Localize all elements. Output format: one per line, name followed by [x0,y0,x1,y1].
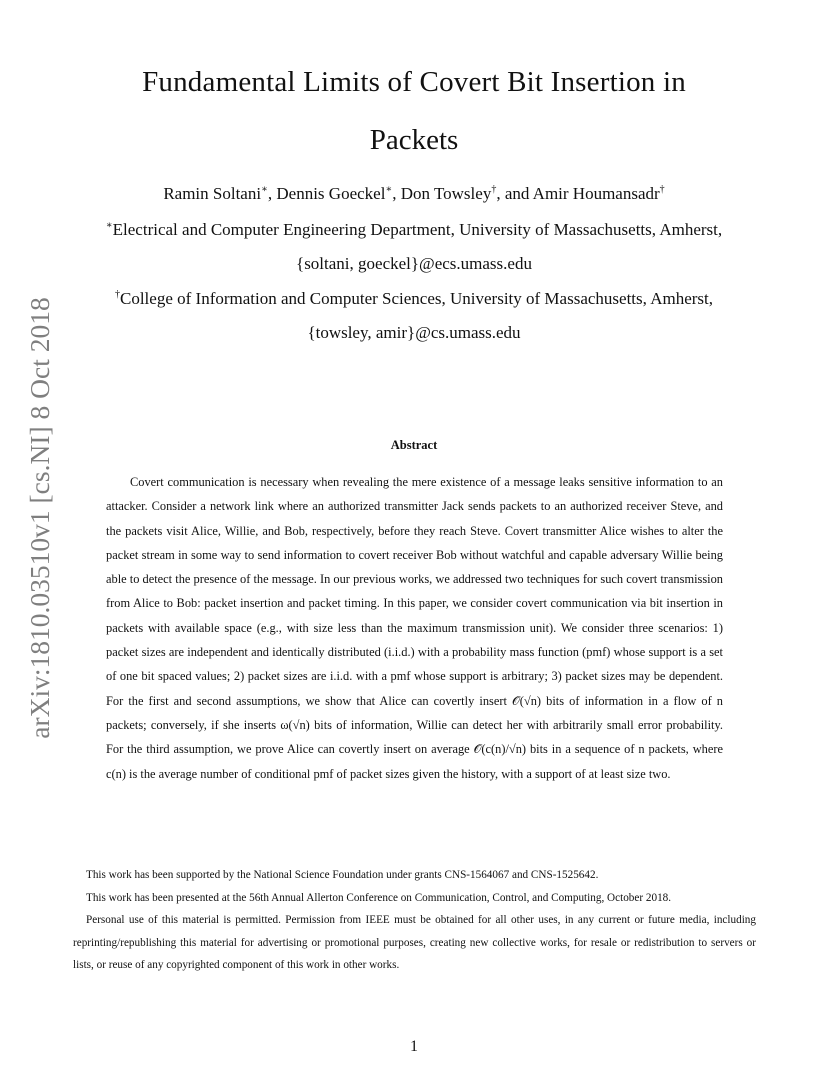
footnote-copyright: Personal use of this material is permitted. Permission from IEEE must be obtained for all other uses, in any current or future media, including reprinting/republishing this material for advertising or promotional purposes, creating new collective works, for resale or redistribution to servers or lists, or reuse of any copyrighted component of this work in other works. [73,914,756,971]
affiliation-text: Electrical and Computer Engineering Department, University of Massachusetts, Amherst, [112,220,723,239]
email-line-1: {soltani, goeckel}@ecs.umass.edu [296,254,532,273]
affiliation-mark: † [115,289,120,300]
author-mark: ∗ [261,184,268,195]
footnote-funding: This work has been supported by the National Science Foundation under grants CNS-1564067 and CNS-1525642. [86,869,599,881]
paper-title-line-2: Packets [369,124,459,156]
paper-title-line-1: Fundamental Limits of Covert Bit Insertion in [142,66,686,98]
email-line-2: {towsley, amir}@cs.umass.edu [307,323,521,342]
author-list [0,184,828,204]
author-name: Ramin Soltani [163,184,262,203]
affiliation-mark: ∗ [105,220,113,231]
footnote-presentation: This work has been presented at the 56th Annual Allerton Conference on Communication, Control, and Computing, October 2018. [86,891,672,904]
affiliation-text: College of Information and Computer Sciences, University of Massachusetts, Amherst, [120,289,713,308]
abstract-paragraph: Covert communication is necessary when revealing the mere existence of a message leaks sensitive information to an attacker. Consider a network link where an authorized transmitter Jack sends packets to an authorized receiver Steve, and the packets visit Alice, Willie, and Bob, respectively, before they reach Steve. Covert transmitter Alice wishes to alter the packet stream in some way to send information to covert receiver Bob without watchful and capable adversary Willie being able to detect the presence of the message. In our previous works, we addressed two techniques for such covert transmission from Alice to Bob: packet insertion and packet timing. In this paper, we consider covert communication via bit insertion in packets with available space (e.g., with size less than the maximum transmission unit). We consider three scenarios: 1) packet sizes are independent and identically distributed (i.i.d.) with a probability mass function (pmf) whose support is a set of one bit spaced values; 2) packet sizes are i.i.d. with a pmf whose support is arbitrary; 3) packet sizes may be dependent. For the first and second assumptions, we show that Alice can covertly insert 𝒪(√n) bits of information in a flow of n packets; conversely, if she inserts ω(√n) bits of information, Willie can detect her with arbitrarily small error probability. For the third assumption, we prove Alice can covertly insert on average 𝒪(c(n)/√n) bits in a sequence of n packets, where c(n) is the average number of conditional pmf of packet sizes given the history, with a support of at least size two. [106,475,723,781]
author-name: , and Amir Houmansadr [496,184,660,203]
abstract-body [106,470,723,786]
author-name: , Dennis Goeckel [267,184,386,203]
footnotes [73,864,756,977]
affiliation-1 [0,220,828,240]
author-mark: † [659,184,665,195]
author-name: , Don Towsley [392,184,492,203]
abstract-heading: Abstract [390,438,438,452]
affiliation-2 [0,289,828,309]
author-mark: † [491,184,497,195]
author-mark: ∗ [385,184,393,195]
arxiv-stamp-text: arXiv:1810.03510v1 [cs.NI] 8 Oct 2018 [24,297,55,739]
page-number: 1 [410,1038,418,1055]
